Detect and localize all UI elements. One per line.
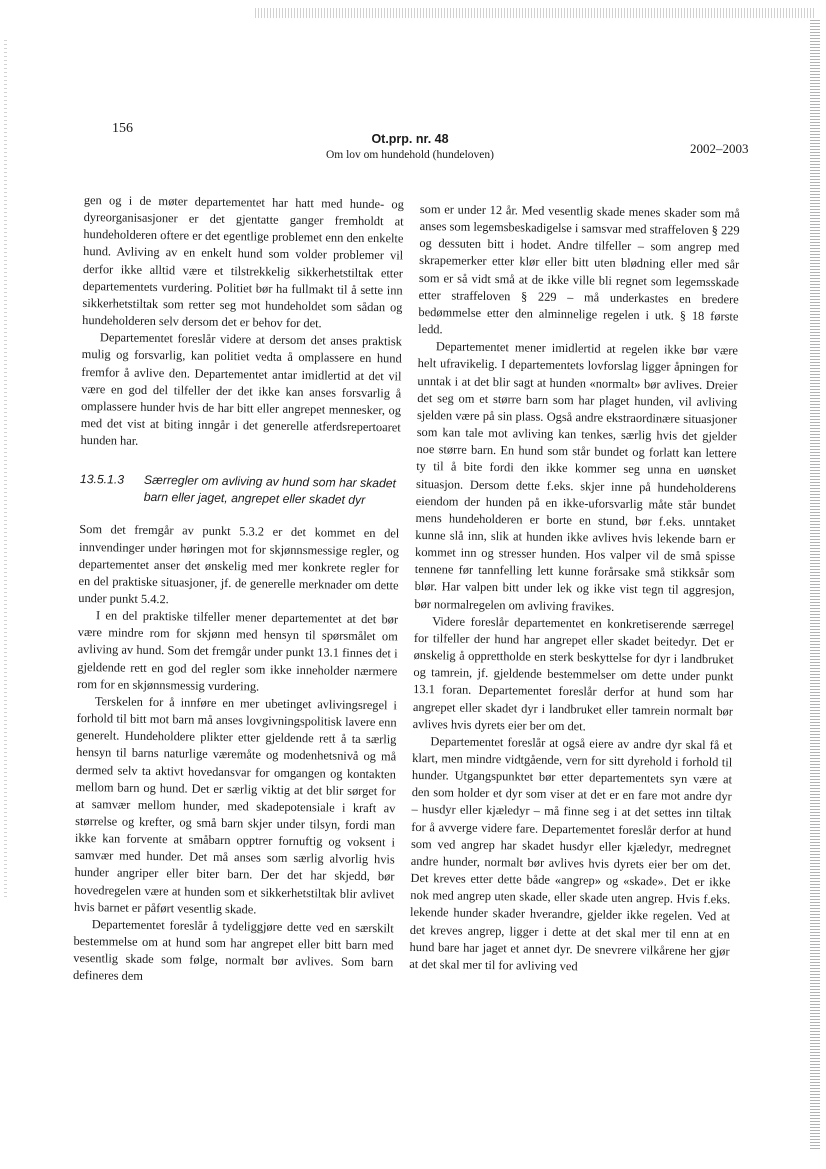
paragraph: Departementet foreslår å tydeliggjøre dette ved en særskilt bestemmelse om at hund som har angrepet eller bitt barn med vesentlig skade som følge, normalt bør avlives. Som barn defineres dem [72, 917, 394, 984]
document-year: 2002–2003 [690, 141, 749, 156]
scan-edge-left [4, 40, 7, 900]
document-subtitle: Om lov om hundehold (hundeloven) [325, 149, 494, 161]
document-title: Ot.prp. nr. 48 [371, 132, 449, 146]
paragraph: Videre foreslår departementet en konkretiserende særregel for tilfeller der hund har angrepet eller skadet beitedyr. Det er ønskelig å opprettholde en sterk beskyttelse for dyr i landbruket og tamrein, jf. gjeldende bestemmelser om dette under punkt 13.1 foran. Departementet foreslår derfor at hund som har angrepet eller skadet dyr i landbruket eller tamrein normalt bør avlives hvis dyrets eier ber om det. [412, 613, 735, 734]
paragraph: Departementet foreslår at også eiere av andre dyr skal få et klart, men mindre vidtgående, vern for sitt dyrehold i forhold til hunder. Utgangspunktet bør etter departementets syn være at den som holder et dyr som viser at det er en fare mot andre dyr – husdyr eller kjæledyr – må finne seg i at det settes inn tiltak for å avverge videre fare. Departementet foreslår derfor at hund som ved angrep har skadet husdyr eller kjæledyr, medregnet andre hunder, normalt bør avlives hvis dyrets eier ber om det. Det kreves etter dette både «angrep» og «skade». Det er ikke nok med angrep uten skade, eller skade uten angrep. Hvis f.eks. lekende hunder skader hverandre, gjelder ikke regelen. Ved at det kreves angrep, ligger i dette at det skal mer til enn at en hund bare har jaget et annet dyr. De snevrere vilkårene her gjør at det skal mer til for avliving ved [409, 734, 733, 974]
scan-edge-right [810, 20, 820, 1150]
page-number: 156 [112, 121, 133, 136]
paragraph: som er under 12 år. Med vesentlig skade menes skader som må anses som legemsbeskadigelse i samsvar med straffeloven § 229 og dessuten bitt i hodet. Andre tilfeller – som angrep med skrapemerker etter klør eller bitt uten blødning eller med sår som er så vidt små at de ikke ville bli regnet som legemsskade etter straffeloven § 229 – må underkastes en bredere bedømmelse etter den alminnelige regelen i utk. § 18 første ledd. [418, 201, 740, 337]
section-heading [80, 471, 400, 509]
section-title: Særregler om avliving av hund som har skadet barn eller jaget, angrepet eller skadet dyr [143, 473, 397, 508]
scan-edge-top [255, 8, 815, 18]
right-column [409, 201, 740, 977]
paragraph: gen og i de møter departementet har hatt med hunde- og dyreorganisasjoner er det gjentatte ganger fremholdt at hundeholderen oftere er det egentlige problemet enn den enkelte hund. Avliving av en enkelt hund som volder problemer vil derfor ikke alltid være et tilstrekkelig sikkerhetstiltak etter departementets vurdering. Politiet bør ha fullmakt til å sette inn sikkerhetstiltak som retter seg mot hundeholdet som sådan og hundeholderen selv dersom det er behov for det. [82, 192, 404, 331]
paragraph: I en del praktiske tilfeller mener departementet at det bør være mindre rom for skjønn med hensyn til spørsmålet om avliving av hund. Som det fremgår under punkt 13.1 finnes det i gjeldende rett en god del regler som ikke inneholder nærmere rom for en skjønnsmessig vurdering. [77, 608, 399, 694]
paragraph: Som det fremgår av punkt 5.3.2 er det kommet en del innvendinger under høringen mot for skjønnsmessige regler, og departementet anser det ønskelig med mer konkrete regler for en del praktiske situasjoner, jf. de generelle merknader om dette under punkt 5.4.2. [78, 522, 400, 607]
paragraph: Terskelen for å innføre en mer ubetinget avlivingsregel i forhold til bitt mot barn må anses lovgivningspolitisk lavere enn generelt. Hundeholdere plikter etter gjeldende rett å ta særlig hensyn til barns naturlige væremåte og modenhetsnivå og må dermed selv ta aktivt hovedansvar for omgangen og kontakten mellom barn og hund. Det er særlig viktig at det blir sørget for at samvær mellom hunder, med skadepotensiale i kraft av størrelse og krefter, og små barn skjer under tilsyn, fordi man ikke kan forvente at småbarn opptrer fornuftig og voksent i samvær med hunder. Det må anses som særlig alvorlig hvis hunder angriper eller biter barn. Der det har skjedd, bør hovedregelen være at hunden som et sikkerhetstiltak blir avlivet hvis barnet er påført vesentlig skade. [73, 694, 397, 917]
paragraph: Departementet foreslår videre at dersom det anses praktisk mulig og forsvarlig, kan politiet vedta å omplassere en hund fremfor å avlive den. Departementet antar imidlertid at det vil være en god del tilfeller der det ikke kan anses forsvarlig å omplassere hunder hvis de har bitt eller angrepet mennesker, og med det vist at biting inngår i det generelle atferdsrepertoaret hunden har. [80, 330, 403, 448]
section-number: 13.5.1.3 [79, 472, 125, 487]
paragraph: Departementet mener imidlertid at regelen ikke bør være helt ufravikelig. I departementets lovforslag ligger åpningen for unntak i at det blir sagt at hunden «normalt» bør avlives. Dreier det seg om et større barn som har plaget hunden, vil avliving sjelden være på sin plass. Også andre ekstraordinære situasjoner som kan tale mot avliving kan tenkes, særlig hvis det gjelder noe større barn. En hund som står bundet og forlatt kan lettere ty til å bite fordi den ikke kommer seg unna en uønsket situasjon. Dersom dette f.eks. skjer inne på hundeholderens eiendom der hunden på en ikke-uforsvarlig måte står bundet mens hundeholderen er borte en stund, bør f.eks. unntaket kunne slå inn, slik at hunden ikke avlives hvis lekende barn er kommet inn og stresser hunden. Hos valper vil de små spisse tennene før tannfelling lett kunne forårsake små stikksår som blør. Har valpen bitt under lek og ikke vist tegn til aggresjon, bør normalregelen om avliving fravikes. [414, 339, 739, 614]
left-column [73, 192, 404, 989]
